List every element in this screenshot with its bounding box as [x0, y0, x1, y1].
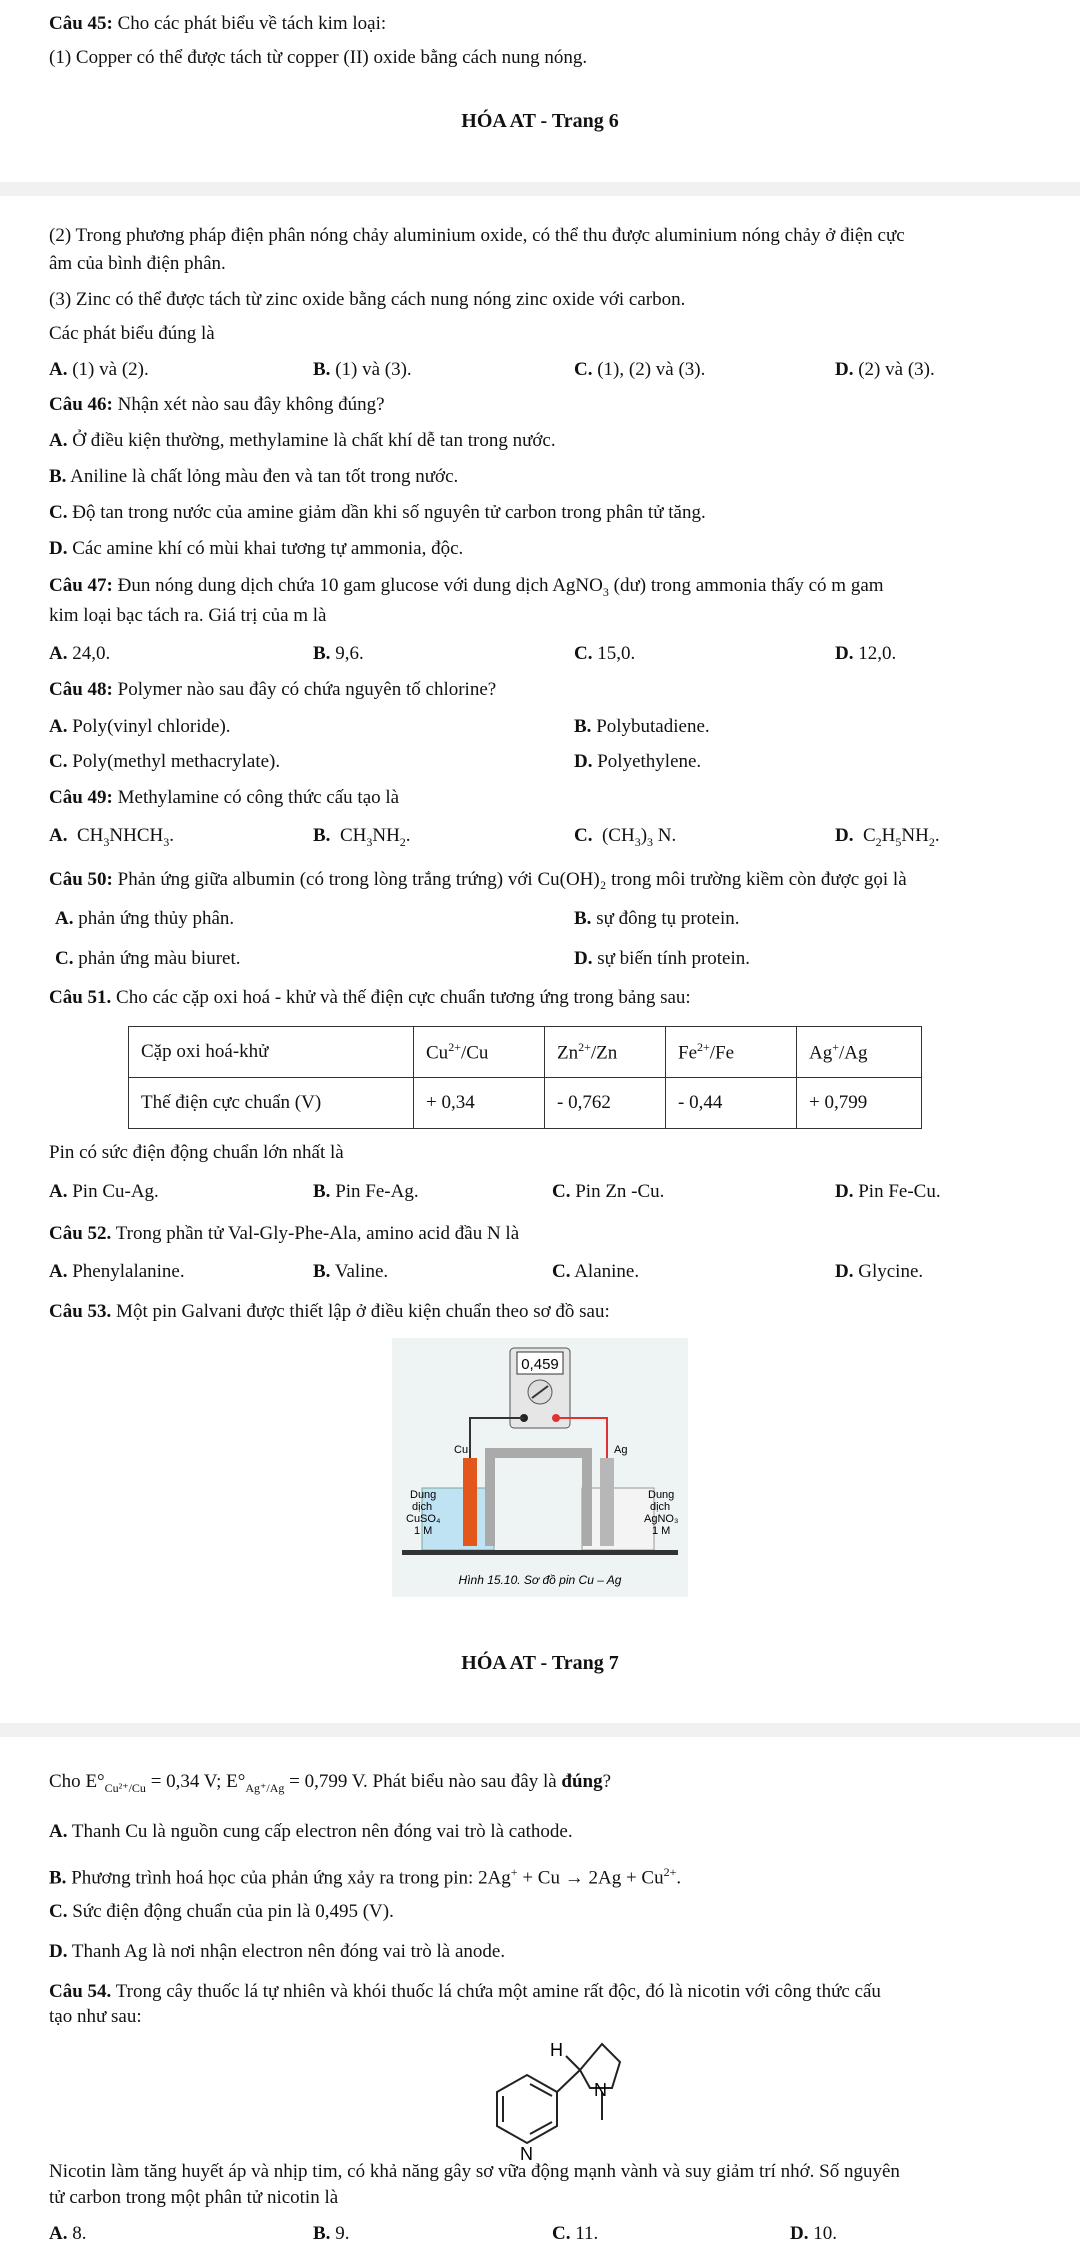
- q45-option-a[interactable]: A. (1) và (2).: [49, 359, 149, 380]
- q52-option-b[interactable]: B. Valine.: [313, 1261, 389, 1282]
- atom-n-pyrrolidine: N: [594, 2080, 607, 2100]
- q53-option-d[interactable]: D. Thanh Ag là nơi nhận electron nên đóng vai trò là anode.: [49, 1941, 506, 1962]
- q46-option-b[interactable]: B. Aniline là chất lỏng màu đen và tan tốt trong nước.: [49, 466, 459, 487]
- atom-n-pyridine: N: [520, 2144, 533, 2164]
- nicotine-svg: [462, 2030, 622, 2180]
- q46-stem: Câu 46: Nhận xét nào sau đây không đúng?: [49, 394, 385, 415]
- page-break: [0, 1723, 1080, 1737]
- q46-option-d[interactable]: D. Các amine khí có mùi khai tương tự ammonia, độc.: [49, 538, 464, 559]
- svg-text:dịch: dịch: [412, 1501, 433, 1513]
- q54-text-cont: tử carbon trong một phân tử nicotin là: [49, 2187, 339, 2208]
- q52-stem: Câu 52. Trong phần tử Val-Gly-Phe-Ala, amino acid đầu N là: [49, 1223, 520, 1244]
- q51-ask: Pin có sức điện động chuẩn lớn nhất là: [49, 1142, 344, 1163]
- q53-option-a[interactable]: A. Thanh Cu là nguồn cung cấp electron nên đóng vai trò là cathode.: [49, 1821, 573, 1842]
- svg-text:CuSO₄: CuSO₄: [406, 1513, 441, 1525]
- svg-text:Dung: Dung: [410, 1489, 437, 1501]
- galvanic-cell-figure: [392, 1338, 688, 1597]
- q45-statement-1: (1) Copper có thể được tách từ copper (II) oxide bằng cách nung nóng.: [49, 47, 588, 68]
- q52-option-d[interactable]: D. Glycine.: [835, 1261, 924, 1282]
- q49-option-c[interactable]: C. $(CH_3)_3$ N.: [574, 825, 677, 849]
- q51-option-c[interactable]: C. Pin Zn -Cu.: [552, 1181, 665, 1202]
- q49-option-b[interactable]: B. $CH_3NH_2$.: [313, 825, 411, 849]
- q50-stem: Câu 50: Phản ứng giữa albumin (có trong lòng trắng trứng) với Cu(OH)₂ trong môi trường kiềm còn được gọi là: [49, 869, 907, 890]
- q50-option-b[interactable]: B. sự đông tụ protein.: [574, 908, 740, 929]
- q48-stem: Câu 48: Polymer nào sau đây có chứa nguyên tố chlorine?: [49, 679, 497, 700]
- q45-statement-2: (2) Trong phương pháp điện phân nóng chảy aluminium oxide, có thể thu được aluminium nóng chảy ở điện cực: [49, 225, 905, 246]
- q45-ask: Các phát biểu đúng là: [49, 323, 215, 344]
- table-cell: Ag+/Ag: [797, 1027, 922, 1078]
- q51-option-d[interactable]: D. Pin Fe-Cu.: [835, 1181, 941, 1202]
- q48-option-c[interactable]: C. Poly(methyl methacrylate).: [49, 751, 281, 772]
- q52-option-a[interactable]: A. Phenylalanine.: [49, 1261, 185, 1282]
- q47-option-a[interactable]: A. 24,0.: [49, 643, 111, 664]
- svg-text:1 M: 1 M: [414, 1525, 433, 1537]
- q54-option-b[interactable]: B. 9.: [313, 2223, 350, 2244]
- q45-option-b[interactable]: B. (1) và (3).: [313, 359, 412, 380]
- q46-option-a[interactable]: A. Ở điều kiện thường, methylamine là chất khí dễ tan trong nước.: [49, 430, 556, 451]
- table-cell: $Zn^{2+}/Zn$: [545, 1027, 666, 1078]
- page-header-7: HÓA AT - Trang 7: [461, 1652, 619, 1674]
- q52-option-c[interactable]: C. Alanine.: [552, 1261, 640, 1282]
- q47-option-b[interactable]: B. 9,6.: [313, 643, 364, 664]
- svg-text:1 M: 1 M: [652, 1525, 671, 1537]
- q48-option-a[interactable]: A. Poly(vinyl chloride).: [49, 716, 231, 737]
- q50-option-a[interactable]: A. phản ứng thủy phân.: [55, 908, 235, 929]
- table-row: [129, 1027, 922, 1078]
- atom-h: H: [550, 2040, 563, 2060]
- q51-option-a[interactable]: A. Pin Cu-Ag.: [49, 1181, 159, 1202]
- svg-text:dịch: dịch: [650, 1501, 671, 1513]
- q50-option-c[interactable]: C. phản ứng màu biuret.: [55, 948, 241, 969]
- q51-stem: Câu 51. Cho các cặp oxi hoá - khử và thế điện cực chuẩn tương ứng trong bảng sau:: [49, 987, 691, 1008]
- table-head: Cặp oxi hoá-khử: [129, 1027, 414, 1078]
- q54-text: Nicotin làm tăng huyết áp và nhịp tim, có khả năng gây sơ vữa động mạnh vành và suy giảm trí nhớ. Số nguyên: [49, 2161, 900, 2182]
- q47-option-d[interactable]: D. 12,0.: [835, 643, 897, 664]
- q45-option-d[interactable]: D. (2) và (3).: [835, 359, 935, 380]
- svg-text:AgNO₃: AgNO₃: [644, 1513, 679, 1525]
- ag-label: Ag: [614, 1444, 628, 1456]
- q53-option-c[interactable]: C. Sức điện động chuẩn của pin là 0,495 (V).: [49, 1901, 394, 1922]
- q45-stem: Câu 45: Cho các phát biểu về tách kim loại:: [49, 13, 387, 34]
- galvanic-cell-diagram: [392, 1338, 688, 1597]
- q46-option-c[interactable]: C. Độ tan trong nước của amine giảm dần khi số nguyên tử carbon trong phân tử tăng.: [49, 502, 706, 523]
- table-cell: $Fe^{2+}/Fe$: [666, 1027, 797, 1078]
- q53-option-b[interactable]: B. Phương trình hoá học của phản ứng xảy ra trong pin: $2Ag^+ + Cu \to 2Ag + Cu^{2+}$.: [49, 1865, 682, 1889]
- q50-option-d[interactable]: D. sự biến tính protein.: [574, 948, 751, 969]
- table-cell: + 0,34: [414, 1078, 545, 1129]
- table-cell: + 0,799: [797, 1078, 922, 1129]
- q53-stem: Câu 53. Một pin Galvani được thiết lập ở điều kiện chuẩn theo sơ đồ sau:: [49, 1301, 610, 1322]
- nicotine-structure: [462, 2030, 622, 2180]
- q45-option-c[interactable]: C. (1), (2) và (3).: [574, 359, 706, 380]
- q49-option-a[interactable]: A. $CH_3NHCH_3$.: [49, 825, 174, 849]
- page-break: [0, 182, 1080, 196]
- q54-option-d[interactable]: D. 10.: [790, 2223, 837, 2244]
- table-cell: - 0,762: [545, 1078, 666, 1129]
- q51-option-b[interactable]: B. Pin Fe-Ag.: [313, 1181, 419, 1202]
- electrode-potential-table: [128, 1026, 922, 1129]
- q54-stem-cont: tạo như sau:: [49, 2006, 142, 2027]
- q47-stem: Câu 47: Đun nóng dung dịch chứa 10 gam glucose với dung dịch AgNO$_3$ (dư) trong ammonia thấy có m gam: [49, 575, 884, 599]
- table-head: Thế điện cực chuẩn (V): [129, 1078, 414, 1129]
- table-cell: - 0,44: [666, 1078, 797, 1129]
- q45-statement-3: (3) Zinc có thể được tách từ zinc oxide bằng cách nung nóng zinc oxide với carbon.: [49, 289, 686, 310]
- q45-label: Câu 45:: [49, 13, 113, 34]
- table-cell: $Cu^{2+}/Cu$: [414, 1027, 545, 1078]
- q49-stem: Câu 49: Methylamine có công thức cấu tạo là: [49, 787, 400, 808]
- svg-text:Dung: Dung: [648, 1489, 675, 1501]
- table-row: [129, 1078, 922, 1129]
- q47-option-c[interactable]: C. 15,0.: [574, 643, 636, 664]
- figure-caption: Hình 15.10. Sơ đồ pin Cu – Ag: [458, 1573, 622, 1587]
- q47-stem-cont: kim loại bạc tách ra. Giá trị của m là: [49, 605, 327, 626]
- cu-label: Cu: [454, 1444, 469, 1456]
- q48-option-d[interactable]: D. Polyethylene.: [574, 751, 702, 772]
- q48-option-b[interactable]: B. Polybutadiene.: [574, 716, 710, 737]
- q54-stem: Câu 54. Trong cây thuốc lá tự nhiên và khói thuốc lá chứa một amine rất độc, đó là nicotin với công thức cấu: [49, 1981, 881, 2002]
- q49-option-d[interactable]: D. $C_2H_5NH_2$.: [835, 825, 940, 849]
- q54-option-c[interactable]: C. 11.: [552, 2223, 599, 2244]
- q53-ask: Cho $E^\circ_{Cu^{2+}/Cu} = 0,34$ V; $E^\circ_{Ag^+/Ag} = 0,799$ V. Phát biểu nào sau đây là đúng?: [49, 1771, 612, 1795]
- q45-statement-2-cont: âm của bình điện phân.: [49, 253, 226, 274]
- q54-option-a[interactable]: A. 8.: [49, 2223, 87, 2244]
- page-header-6: HÓA AT - Trang 6: [461, 110, 619, 132]
- voltmeter-reading: 0,459: [521, 1356, 559, 1373]
